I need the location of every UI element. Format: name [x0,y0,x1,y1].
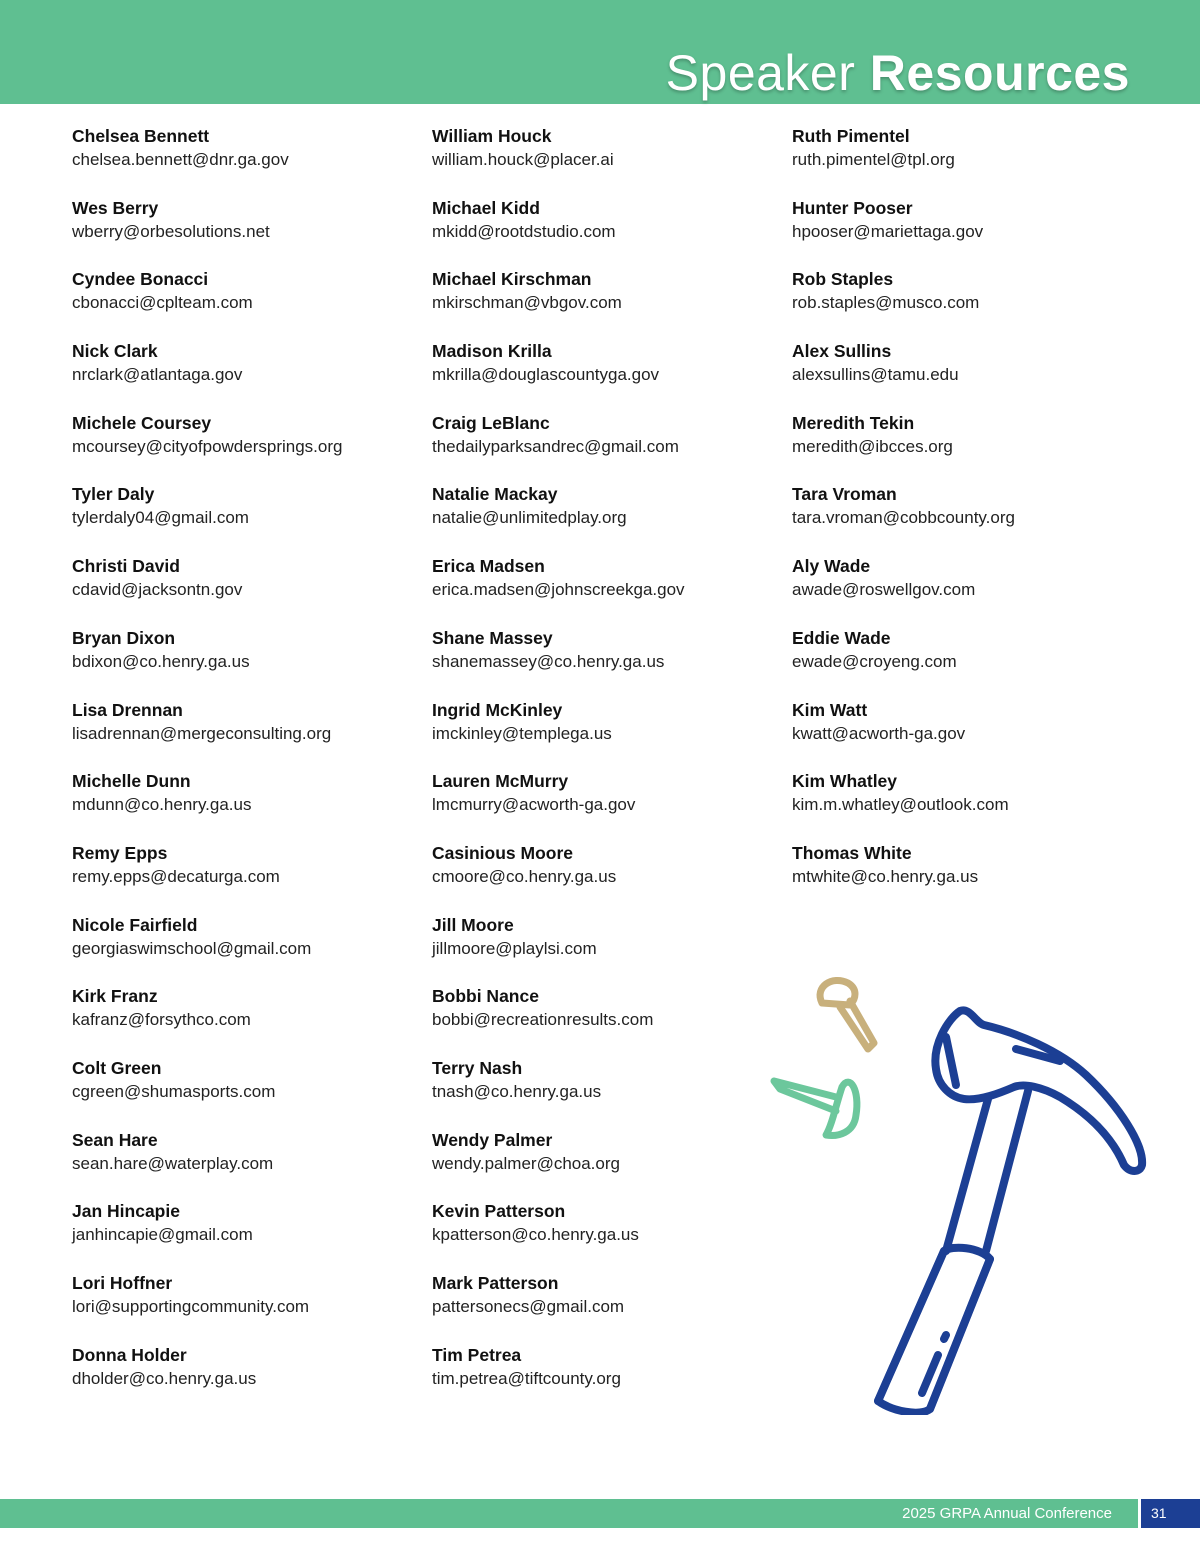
footer-conference: 2025 GRPA Annual Conference [902,1505,1112,1522]
speaker-email: ewade@croyeng.com [792,651,957,671]
nail-icon [774,1081,857,1135]
speaker-entry [432,482,782,554]
speaker-column-3 [792,124,1142,913]
speaker-name: Mark Patterson [432,1273,559,1293]
speaker-name: Eddie Wade [792,627,891,648]
speaker-email: mcoursey@cityofpowdersprings.org [72,436,343,456]
speaker-email: erica.madsen@johnscreekga.gov [432,580,685,600]
speaker-email: thedailyparksandrec@gmail.com [432,436,679,456]
speaker-name: Bobbi Nance [432,986,539,1007]
speaker-email: lmcmurry@acworth-ga.gov [432,795,636,815]
speaker-name: Meredith Tekin [792,412,915,433]
speaker-email: kwatt@acworth-ga.gov [792,723,966,743]
speaker-column-1 [72,124,422,1414]
speaker-entry [432,554,782,626]
speaker-name: Cyndee Bonacci [72,269,209,290]
speaker-email: nrclark@atlantaga.gov [72,365,243,385]
speaker-column-2 [432,124,782,1414]
speaker-entry [72,984,422,1056]
speaker-email: mdunn@co.henry.ga.us [72,795,252,815]
speaker-entry [72,1271,422,1343]
speaker-entry [792,124,1142,196]
speaker-entry [432,626,782,698]
speaker-entry [432,339,782,411]
speaker-entry [432,698,782,770]
speaker-email: lori@supportingcommunity.com [72,1297,310,1316]
header-band [0,0,1200,104]
speaker-email: alexsullins@tamu.edu [792,365,959,385]
speaker-name: Lori Hoffner [72,1273,173,1293]
speaker-entry [72,1343,422,1415]
page-title-light: Speaker [665,45,856,101]
tools-illustration [760,965,1160,1415]
speaker-email: natalie@unlimitedplay.org [432,508,627,528]
speaker-email: tim.petrea@tiftcounty.org [432,1368,621,1388]
speaker-name: Natalie Mackay [432,484,558,505]
speaker-name: Jill Moore [432,914,514,935]
speaker-email: hpooser@mariettaga.gov [792,221,984,241]
speaker-entry [432,841,782,913]
speaker-email: mtwhite@co.henry.ga.us [792,866,979,886]
speaker-name: Michele Coursey [72,412,212,433]
speaker-email: tylerdaly04@gmail.com [72,508,249,528]
speaker-email: mkrilla@douglascountyga.gov [432,365,660,385]
speaker-name: Bryan Dixon [72,627,176,648]
speaker-email: tara.vroman@cobbcounty.org [792,508,1015,528]
hammer-icon [878,1010,1142,1412]
speaker-entry [432,1128,782,1200]
speaker-name: Thomas White [792,842,912,863]
speaker-name: Tyler Daly [72,484,155,505]
speaker-name: Donna Holder [72,1344,187,1365]
speaker-name: Shane Massey [432,627,553,648]
speaker-email: janhincapie@gmail.com [72,1225,253,1245]
speaker-entry [792,769,1142,841]
speaker-entry [72,411,422,483]
speaker-email: georgiaswimschool@gmail.com [72,938,312,958]
speaker-email: cgreen@shumasports.com [72,1081,276,1101]
speaker-entry [72,626,422,698]
speaker-entry [72,124,422,196]
page-title-bold: Resources [869,45,1130,101]
speaker-entry [72,1199,422,1271]
speaker-entry [72,698,422,770]
speaker-entry [72,769,422,841]
speaker-email: tnash@co.henry.ga.us [432,1081,602,1101]
speaker-entry [792,339,1142,411]
speaker-name: Jan Hincapie [72,1201,180,1222]
speaker-entry [432,1343,782,1415]
speaker-email: meredith@ibcces.org [792,436,953,456]
speaker-name: Remy Epps [72,842,168,863]
speaker-name: Kim Watt [792,699,868,720]
speaker-email: bdixon@co.henry.ga.us [72,651,250,671]
speaker-name: Kirk Franz [72,986,158,1007]
speaker-name: Kevin Patterson [432,1201,566,1222]
speaker-name: Erica Madsen [432,556,545,577]
speaker-entry [72,1056,422,1128]
speaker-name: Michael Kirschman [432,269,592,290]
speaker-name: Wendy Palmer [432,1129,553,1150]
speaker-entry [72,482,422,554]
speaker-name: Tara Vroman [792,484,897,505]
nail-icon [820,980,874,1049]
speaker-entry [792,411,1142,483]
speaker-name: Craig LeBlanc [432,412,550,433]
speaker-name: Sean Hare [72,1129,158,1150]
speaker-email: william.houck@placer.ai [432,150,614,169]
speaker-name: Kim Whatley [792,771,898,792]
speaker-name: Nick Clark [72,341,158,362]
speaker-email: jillmoore@playlsi.com [432,938,597,958]
speaker-name: Casinious Moore [432,842,573,863]
speaker-name: Aly Wade [792,556,871,577]
speaker-entry [792,267,1142,339]
speaker-name: Lisa Drennan [72,699,183,720]
speaker-email: cmoore@co.henry.ga.us [432,866,617,886]
speaker-entry [72,267,422,339]
speaker-entry [792,698,1142,770]
speaker-name: William Houck [432,126,552,146]
speaker-name: Chelsea Bennett [72,126,210,146]
speaker-email: kim.m.whatley@outlook.com [792,795,1009,815]
speaker-name: Christi David [72,556,180,577]
speaker-email: lisadrennan@mergeconsulting.org [72,723,332,743]
speaker-email: wendy.palmer@choa.org [432,1153,620,1173]
speaker-email: kpatterson@co.henry.ga.us [432,1225,639,1245]
speaker-name: Terry Nash [432,1057,523,1078]
speaker-entry [792,482,1142,554]
speaker-email: sean.hare@waterplay.com [72,1153,274,1173]
speaker-email: cdavid@jacksontn.gov [72,580,243,600]
speaker-email: mkidd@rootdstudio.com [432,221,616,241]
speaker-email: cbonacci@cplteam.com [72,293,253,313]
speaker-email: dholder@co.henry.ga.us [72,1368,257,1388]
speaker-name: Colt Green [72,1057,162,1078]
speaker-entry [432,913,782,985]
speaker-name: Tim Petrea [432,1344,522,1365]
page-number-box [1138,1499,1200,1528]
speaker-email: awade@roswellgov.com [792,580,976,600]
speaker-entry [72,196,422,268]
speaker-name: Nicole Fairfield [72,914,198,935]
speaker-entry [432,267,782,339]
speaker-entry [792,841,1142,913]
speaker-email: remy.epps@decaturga.com [72,866,280,886]
speaker-email: chelsea.bennett@dnr.ga.gov [72,150,289,169]
speaker-entry [72,841,422,913]
speaker-name: Madison Krilla [432,341,552,362]
speaker-name: Michelle Dunn [72,771,191,792]
speaker-entry [72,339,422,411]
speaker-email: wberry@orbesolutions.net [72,221,270,241]
speaker-email: pattersonecs@gmail.com [432,1297,625,1316]
speaker-entry [432,1271,782,1343]
speaker-entry [72,554,422,626]
speaker-email: ruth.pimentel@tpl.org [792,150,955,169]
speaker-entry [432,196,782,268]
speaker-name: Ingrid McKinley [432,699,563,720]
footer-band [0,1499,1200,1528]
speaker-name: Alex Sullins [792,341,892,362]
speaker-email: bobbi@recreationresults.com [432,1010,654,1030]
speaker-email: kafranz@forsythco.com [72,1010,251,1030]
speaker-entry [432,1056,782,1128]
speaker-name: Wes Berry [72,197,159,218]
speaker-entry [432,984,782,1056]
speaker-name: Hunter Pooser [792,197,913,218]
speaker-entry [792,196,1142,268]
speaker-email: mkirschman@vbgov.com [432,293,622,313]
speaker-entry [72,1128,422,1200]
speaker-name: Michael Kidd [432,197,540,218]
speaker-entry [792,554,1142,626]
speaker-name: Lauren McMurry [432,771,569,792]
speaker-entry [72,913,422,985]
page-number: 31 [1151,1505,1167,1521]
page-title [666,42,1130,104]
speaker-email: imckinley@templega.us [432,723,612,743]
speaker-entry [432,1199,782,1271]
speaker-name: Rob Staples [792,269,894,290]
speaker-entry [432,769,782,841]
speaker-entry [432,124,782,196]
speaker-email: shanemassey@co.henry.ga.us [432,651,665,671]
speaker-email: rob.staples@musco.com [792,293,980,313]
speaker-entry [432,411,782,483]
speaker-entry [792,626,1142,698]
speaker-name: Ruth Pimentel [792,126,910,146]
